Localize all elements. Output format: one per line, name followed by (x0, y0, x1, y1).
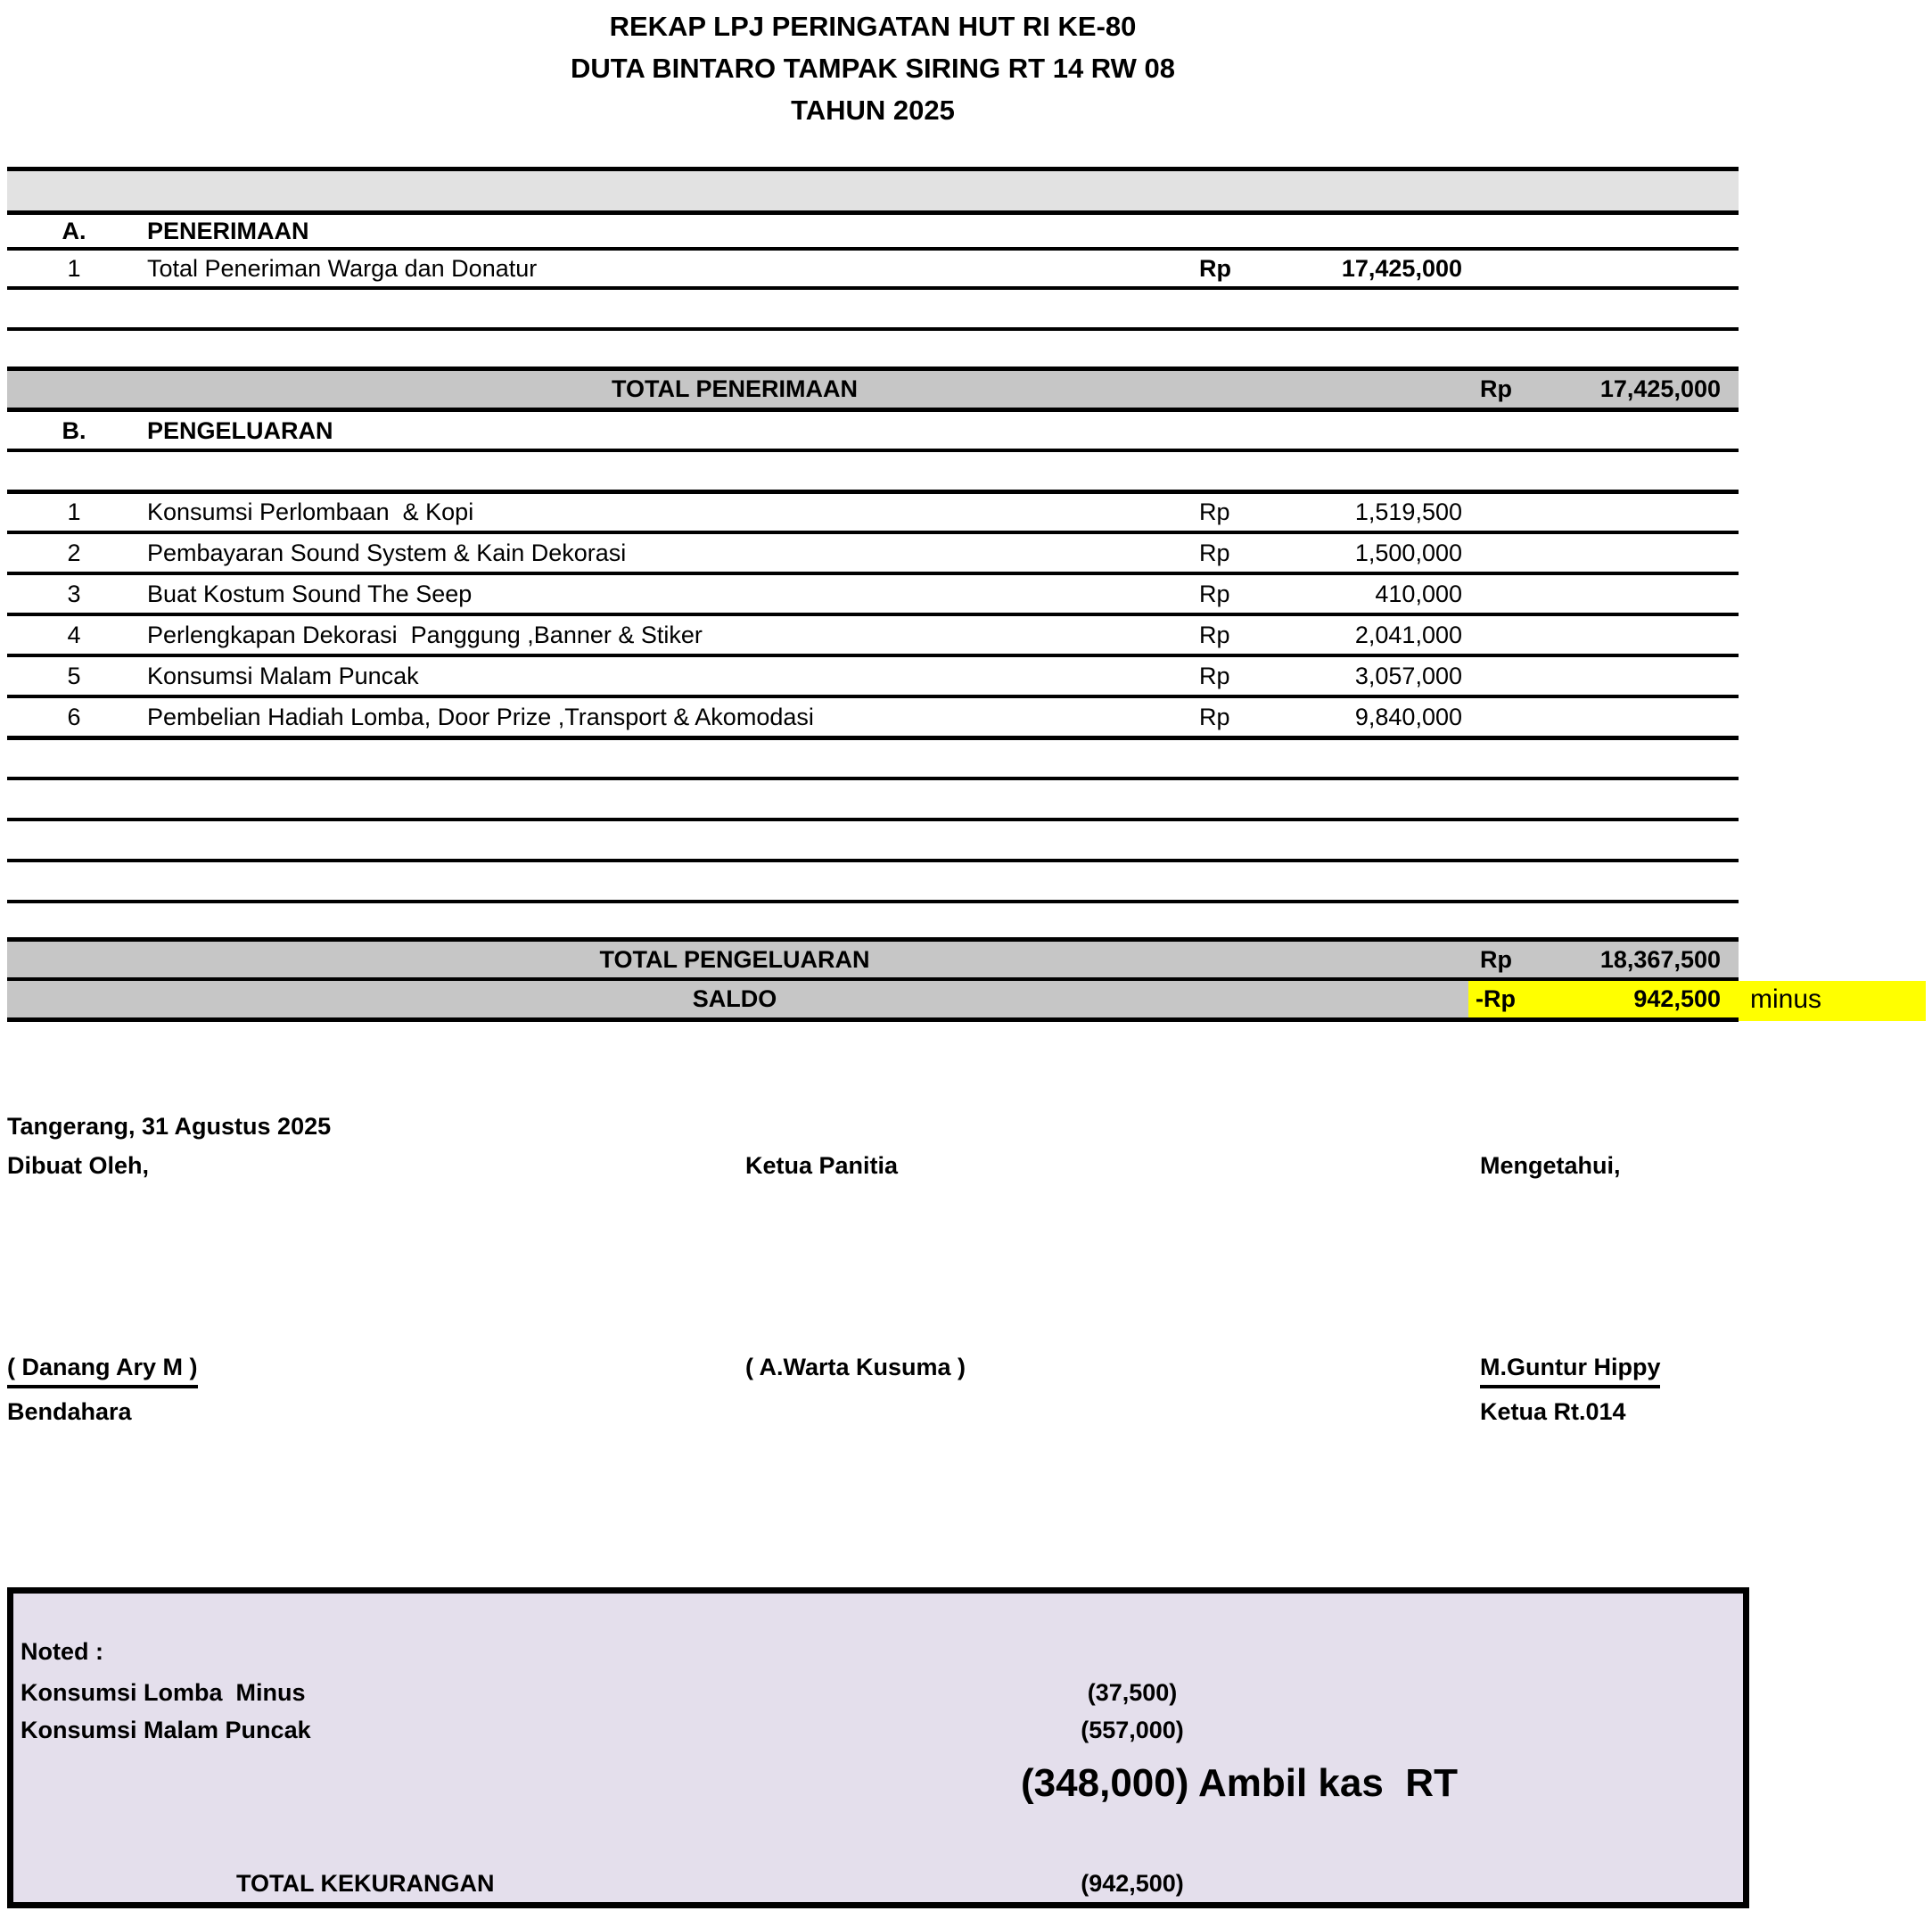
expense-amount: 9,840,000 (1354, 704, 1462, 730)
income-item-row (0, 250, 1932, 287)
noted-item-label: Konsumsi Malam Puncak (21, 1717, 311, 1743)
table-header-band (7, 171, 1739, 210)
expense-currency: Rp (1199, 498, 1230, 525)
noted-box (7, 1587, 1749, 1908)
expense-label: Konsumsi Perlombaan & Kopi (147, 498, 474, 525)
noted-highlight-label: Ambil kas RT (1197, 1761, 1458, 1805)
saldo-amount: 942,500 (1633, 985, 1721, 1012)
expense-label: Pembelian Hadiah Lomba, Door Prize ,Transport & Akomodasi (147, 704, 814, 730)
expense-currency: Rp (1199, 622, 1230, 648)
income-item-amount: 17,425,000 (1341, 255, 1462, 282)
expense-no: 5 (67, 663, 81, 689)
row-divider (7, 818, 1739, 821)
income-item-no: 1 (67, 255, 81, 282)
expense-row (0, 698, 1932, 736)
saldo-row (0, 981, 1932, 1017)
saldo-label: SALDO (692, 985, 777, 1012)
expense-amount: 3,057,000 (1354, 663, 1462, 689)
total-expense-amount: 18,367,500 (1599, 946, 1721, 973)
expense-section-letter: B. (62, 417, 86, 444)
expense-currency: Rp (1199, 581, 1230, 607)
signature-right-role-bottom: Ketua Rt.014 (1480, 1398, 1626, 1425)
income-section-label: PENERIMAAN (147, 218, 309, 244)
expense-currency: Rp (1199, 663, 1230, 689)
expense-row (0, 493, 1932, 531)
income-section-row (0, 214, 1932, 248)
expense-no: 1 (67, 498, 81, 525)
expense-currency: Rp (1199, 704, 1230, 730)
signature-center-name: ( A.Warta Kusuma ) (745, 1354, 966, 1380)
noted-heading: Noted : (21, 1638, 103, 1665)
expense-amount: 1,500,000 (1354, 540, 1462, 566)
saldo-minus-note: minus (1750, 984, 1822, 1014)
expense-no: 6 (67, 704, 81, 730)
expense-row (0, 657, 1932, 695)
total-expense-row (0, 942, 1932, 977)
income-item-label: Total Peneriman Warga dan Donatur (147, 255, 538, 282)
expense-amount: 410,000 (1375, 581, 1462, 607)
row-divider (7, 900, 1739, 903)
page-title-line2: DUTA BINTARO TAMPAK SIRING RT 14 RW 08 (570, 53, 1175, 84)
signature-right-name: M.Guntur Hippy (1480, 1352, 1660, 1388)
page-title-line3: TAHUN 2025 (791, 95, 955, 126)
expense-section-row (0, 412, 1932, 449)
signature-left-name: ( Danang Ary M ) (7, 1352, 198, 1388)
total-income-amount: 17,425,000 (1599, 375, 1721, 402)
expense-currency: Rp (1199, 540, 1230, 566)
expense-no: 2 (67, 540, 81, 566)
total-income-row (0, 371, 1932, 408)
signature-left-role-bottom: Bendahara (7, 1398, 132, 1425)
row-divider (7, 1017, 1739, 1022)
expense-label: Konsumsi Malam Puncak (147, 663, 419, 689)
row-divider (7, 859, 1739, 862)
expense-row (0, 534, 1932, 572)
page-title-line1: REKAP LPJ PERINGATAN HUT RI KE-80 (609, 11, 1137, 42)
total-expense-currency: Rp (1480, 946, 1512, 973)
signature-right-role: Mengetahui, (1480, 1152, 1621, 1179)
expense-amount: 2,041,000 (1354, 622, 1462, 648)
row-divider (7, 327, 1739, 331)
noted-item-amount: (37,500) (1087, 1679, 1178, 1706)
signature-center-role: Ketua Panitia (745, 1152, 899, 1179)
noted-total-label: TOTAL KEKURANGAN (236, 1870, 495, 1897)
expense-amount: 1,519,500 (1354, 498, 1462, 525)
expense-row (0, 616, 1932, 654)
income-item-currency: Rp (1199, 255, 1231, 282)
expense-label: Buat Kostum Sound The Seep (147, 581, 473, 607)
noted-total-amount: (942,500) (1081, 1870, 1184, 1897)
expense-label: Perlengkapan Dekorasi Panggung ,Banner & Stiker (147, 622, 703, 648)
row-divider (7, 167, 1739, 171)
noted-item-amount: (557,000) (1081, 1717, 1184, 1743)
total-income-label: TOTAL PENERIMAAN (611, 375, 858, 402)
income-section-letter: A. (62, 218, 86, 244)
row-divider (7, 736, 1739, 740)
noted-item-label: Konsumsi Lomba Minus (21, 1679, 306, 1706)
total-expense-label: TOTAL PENGELUARAN (599, 946, 870, 973)
expense-no: 3 (67, 581, 81, 607)
signature-left-role: Dibuat Oleh, (7, 1152, 150, 1179)
row-divider (7, 777, 1739, 780)
saldo-currency: -Rp (1476, 985, 1516, 1012)
expense-no: 4 (67, 622, 81, 648)
noted-highlight-line (869, 1759, 1609, 1808)
expense-section-label: PENGELUARAN (147, 417, 333, 444)
total-income-currency: Rp (1480, 375, 1512, 402)
signature-place-date: Tangerang, 31 Agustus 2025 (7, 1113, 332, 1140)
expense-row (0, 575, 1932, 613)
expense-label: Pembayaran Sound System & Kain Dekorasi (147, 540, 627, 566)
noted-highlight-amount: (348,000) (1021, 1761, 1189, 1805)
